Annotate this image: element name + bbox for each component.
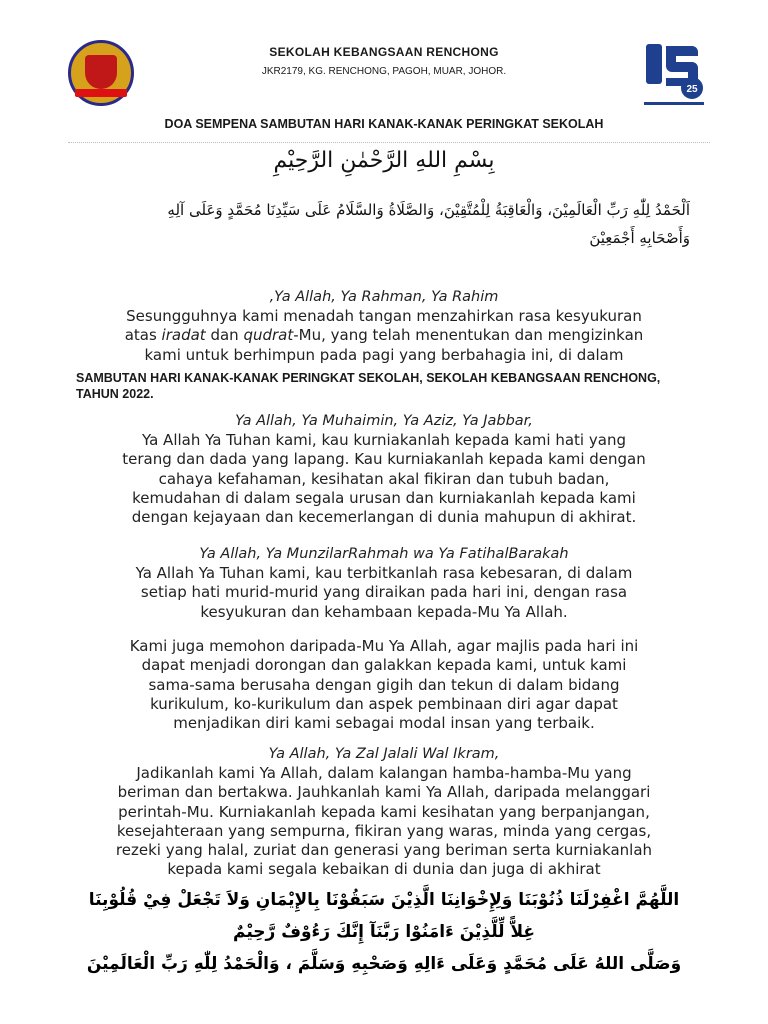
section-5-line: kepada kami segala kebaikan di dunia dan juga di akhirat	[167, 860, 601, 879]
section-4-line: kurikulum, ko-kurikulum dan aspek pembinaan diri agar dapat	[150, 694, 618, 713]
section-1	[60, 287, 708, 365]
arabic-closing-line-1: اللَّهُمَّ اغْفِرْلَنَا ذُنُوْبَنَا وَلِإِخْوَانِنَا الَّذِيْنَ سَبَقُوْنَا بِالإِيْمَانِ وَلاَ تَجْعَلْ فِيْ قُلُوْبِنَا	[88, 890, 680, 910]
school-address: JKR2179, KG. RENCHONG, PAGOH, MUAR, JOHOR.	[261, 66, 507, 77]
section-3-invocation: Ya Allah, Ya MunzilarRahmah wa Ya FatihalBarakah	[199, 546, 569, 562]
section-4-line: Kami juga memohon daripada-Mu Ya Allah, agar majlis pada hari ini	[129, 637, 639, 655]
section-5-line: rezeki yang halal, zuriat dan generasi yang beriman serta kurniakanlah	[115, 841, 653, 860]
section-4-line: dapat menjadi dorongan dan galakkan kepada kami, untuk kami	[141, 656, 627, 675]
section-1-invocation: ,Ya Allah, Ya Rahman, Ya Rahim	[269, 289, 499, 305]
section-5-line: perintah-Mu. Kurniakanlah kepada kami kesihatan yang berpanjangan,	[118, 802, 650, 821]
section-2-invocation: Ya Allah, Ya Muhaimin, Ya Aziz, Ya Jabbar,	[235, 413, 533, 429]
bismillah: بِسْمِ اللهِ الرَّحْمٰنِ الرَّحِيْمِ	[273, 148, 495, 173]
section-3-line: kesyukuran dan kehambaan kepada-Mu Ya Allah.	[200, 602, 568, 621]
section-2-line: Ya Allah Ya Tuhan kami, kau kurniakanlah kepada kami hati yang	[142, 431, 626, 449]
section-2-line: dengan kejayaan dan kecemerlangan di dunia mahupun di akhirat.	[131, 508, 637, 527]
event-name-line: SAMBUTAN HARI KANAK-KANAK PERINGKAT SEKOLAH, SEKOLAH KEBANGSAAN RENCHONG, TAHUN 2022.	[76, 371, 661, 401]
arabic-opening-line-1: اَلْحَمْدُ لِلّٰهِ رَبِّ الْعَالَمِيْنَ، وَالْعَاقِبَةُ لِلْمُتَّقِيْنَ، وَالصَّلَاةُ وَالسَّلَامُ عَلَى سَيِّدِنَا مُحَمَّدٍ وَعَلَى آلِهِ	[167, 201, 690, 219]
section-1-line: Sesungguhnya kami menadah tangan menzahirkan rasa kesyukuran	[126, 307, 642, 325]
header-divider	[68, 142, 710, 143]
section-5-line: kesejahteraan yang sempurna, fikiran yang waras, minda yang cergas,	[116, 821, 652, 840]
document-title: DOA SEMPENA SAMBUTAN HARI KANAK-KANAK PERINGKAT SEKOLAH	[164, 117, 604, 131]
section-5-line: beriman dan bertakwa. Jauhkanlah kami Ya Allah, daripada melanggari	[117, 783, 651, 802]
section-5	[60, 744, 708, 880]
section-3-body	[60, 564, 708, 622]
arabic-opening-praise	[90, 196, 690, 252]
section-4-line: menjadikan diri kami sebagai modal insan yang terbaik.	[173, 714, 595, 733]
section-5-invocation: Ya Allah, Ya Zal Jalali Wal Ikram,	[268, 746, 500, 762]
section-1-line: kami untuk berhimpun pada pagi yang berbahagia ini, di dalam	[144, 345, 624, 364]
section-3-line: setiap hati murid-murid yang diraikan pada hari ini, dengan rasa	[140, 583, 628, 602]
arabic-closing-line-3: وَصَلَّى اللهُ عَلَى مُحَمَّدٍ وَعَلَى ءَالِهِ وَصَحْبِهِ وَسَلَّمَ ، وَالْحَمْدُ لِلّٰهِ رَبِّ الْعَالَمِيْنَ	[86, 954, 682, 974]
section-3	[60, 544, 708, 622]
section-4-body	[60, 637, 708, 733]
school-name: SEKOLAH KEBANGSAAN RENCHONG	[269, 45, 499, 59]
arabic-closing-dua	[60, 884, 708, 980]
section-5-body	[60, 764, 708, 880]
arabic-opening-line-2: وَأَصْحَابِهِ أَجْمَعِيْنَ	[589, 229, 690, 247]
section-2-line: kemudahan di dalam segala urusan dan kurniakanlah kepada kami	[132, 488, 636, 507]
section-4-line: sama-sama berusaha dengan gigih dan tekun di dalam bidang	[148, 675, 620, 694]
section-2-line: cahaya kefahaman, kesihatan akal fikiran dan tubuh badan,	[158, 469, 610, 488]
section-2	[60, 411, 708, 527]
section-1-line: atas iradat dan qudrat-Mu, yang telah menentukan dan mengizinkan	[124, 326, 644, 345]
logo-25-number: 25	[686, 84, 698, 95]
section-4	[60, 637, 708, 733]
letterhead	[0, 0, 768, 150]
section-3-line: Ya Allah Ya Tuhan kami, kau terbitkanlah rasa kebesaran, di dalam	[135, 564, 633, 582]
section-2-line: terang dan dada yang lapang. Kau kurniakanlah kepada kami dengan	[122, 450, 646, 469]
arabic-closing-line-2: غِلاًّ لِّلَّذِيْنَ ءَامَنُوْا رَبَّنَآ إِنَّكَ رَءُوْفٌ رَّحِيْمٌ	[233, 922, 535, 942]
section-5-line: Jadikanlah kami Ya Allah, dalam kalangan hamba-hamba-Mu yang	[136, 764, 632, 782]
section-2-body	[60, 431, 708, 527]
section-1-body	[60, 307, 708, 365]
